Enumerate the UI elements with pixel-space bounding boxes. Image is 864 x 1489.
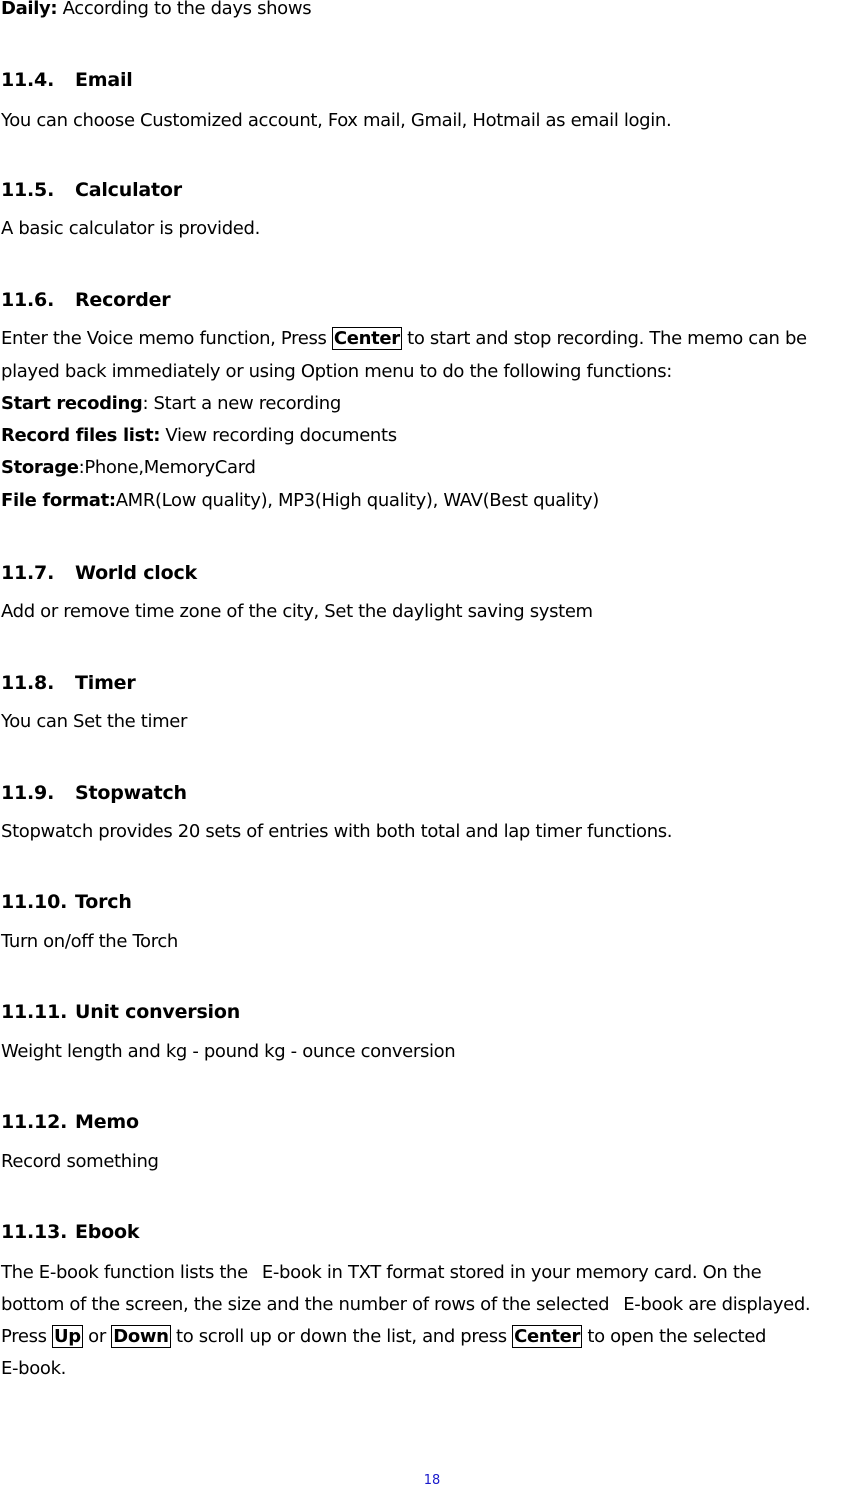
recorder-item — [1, 457, 256, 479]
recorder-item-text: : Start a new recording — [142, 393, 341, 414]
heading-title: Recorder — [75, 289, 171, 311]
ebook-text: The E-book function lists the — [1, 1262, 248, 1283]
torch-body: Turn on/off the Torch — [1, 931, 178, 952]
recorder-item-label: File format: — [1, 490, 116, 511]
ebook-line-2 — [1, 1294, 810, 1316]
heading-number: 11.10. — [1, 891, 68, 913]
heading-recorder — [1, 289, 170, 311]
heading-email — [1, 69, 133, 91]
recorder-text: Enter the Voice memo function, Press — [1, 328, 332, 349]
heading-title: World clock — [75, 562, 197, 584]
ebook-line-4: E-book. — [1, 1358, 67, 1379]
email-body: You can choose Customized account, Fox mail, Gmail, Hotmail as email login. — [1, 110, 672, 131]
heading-number: 11.5. — [1, 179, 55, 201]
ebook-text: to open the selected — [582, 1326, 767, 1347]
heading-calculator — [1, 179, 182, 201]
heading-memo — [1, 1111, 139, 1133]
world-clock-body: Add or remove time zone of the city, Set the daylight saving system — [1, 601, 593, 622]
heading-title: Memo — [75, 1111, 139, 1133]
heading-title: Calculator — [75, 179, 182, 201]
recorder-item — [1, 425, 397, 447]
heading-torch — [1, 891, 132, 913]
down-key-label: Down — [113, 1326, 169, 1347]
recorder-item-text: AMR(Low quality), MP3(High quality), WAV(Best quality) — [115, 490, 599, 511]
recorder-text: to start and stop recording. The memo can be — [401, 328, 807, 349]
heading-title: Unit conversion — [75, 1001, 241, 1023]
center-key-label: Center — [514, 1326, 580, 1347]
recorder-item-label: Start recoding — [1, 393, 143, 414]
ebook-line-1 — [1, 1262, 761, 1284]
page-number: 18 — [423, 1473, 441, 1488]
ebook-text: to scroll up or down the list, and press — [170, 1326, 513, 1347]
ebook-line-3 — [1, 1326, 766, 1348]
ebook-text: E-book in TXT format stored in your memory card. On the — [261, 1262, 762, 1283]
heading-number: 11.6. — [1, 289, 55, 311]
heading-ebook — [1, 1221, 139, 1243]
heading-number: 11.12. — [1, 1111, 68, 1133]
heading-number: 11.11. — [1, 1001, 68, 1023]
heading-unit-conversion — [1, 1001, 240, 1023]
unit-conversion-body: Weight length and kg - pound kg - ounce conversion — [1, 1041, 456, 1062]
recorder-item — [1, 490, 599, 512]
daily-line — [1, 0, 311, 20]
calculator-body: A basic calculator is provided. — [1, 218, 260, 239]
heading-title: Stopwatch — [75, 782, 187, 804]
heading-title: Ebook — [75, 1221, 140, 1243]
center-key-label: Center — [333, 328, 400, 349]
ebook-text: E-book are displayed. — [623, 1294, 811, 1315]
heading-number: 11.9. — [1, 782, 55, 804]
recorder-item-text: :Phone,MemoryCard — [78, 457, 256, 478]
daily-label: Daily: — [1, 0, 58, 19]
memo-body: Record something — [1, 1151, 159, 1172]
heading-number: 11.7. — [1, 562, 55, 584]
heading-timer — [1, 672, 136, 694]
up-key-label: Up — [54, 1326, 81, 1347]
recorder-item-text: View recording documents — [160, 425, 397, 446]
heading-number: 11.13. — [1, 1221, 68, 1243]
heading-title: Timer — [75, 672, 136, 694]
recorder-item-label: Storage — [1, 457, 79, 478]
heading-number: 11.8. — [1, 672, 55, 694]
recorder-item — [1, 393, 341, 415]
recorder-line-2: played back immediately or using Option menu to do the following functions: — [1, 361, 672, 382]
heading-title: Torch — [75, 891, 132, 913]
daily-text: According to the days shows — [57, 0, 312, 19]
heading-title: Email — [75, 69, 133, 91]
timer-body: You can Set the timer — [1, 711, 188, 732]
heading-stopwatch — [1, 782, 187, 804]
heading-number: 11.4. — [1, 69, 55, 91]
recorder-line-1 — [1, 328, 807, 350]
ebook-text: bottom of the screen, the size and the number of rows of the selected — [1, 1294, 610, 1315]
stopwatch-body: Stopwatch provides 20 sets of entries with both total and lap timer functions. — [1, 821, 673, 842]
ebook-text: Press — [1, 1326, 52, 1347]
recorder-item-label: Record files list: — [1, 425, 161, 446]
ebook-text: or — [82, 1326, 112, 1347]
heading-world-clock — [1, 562, 197, 584]
